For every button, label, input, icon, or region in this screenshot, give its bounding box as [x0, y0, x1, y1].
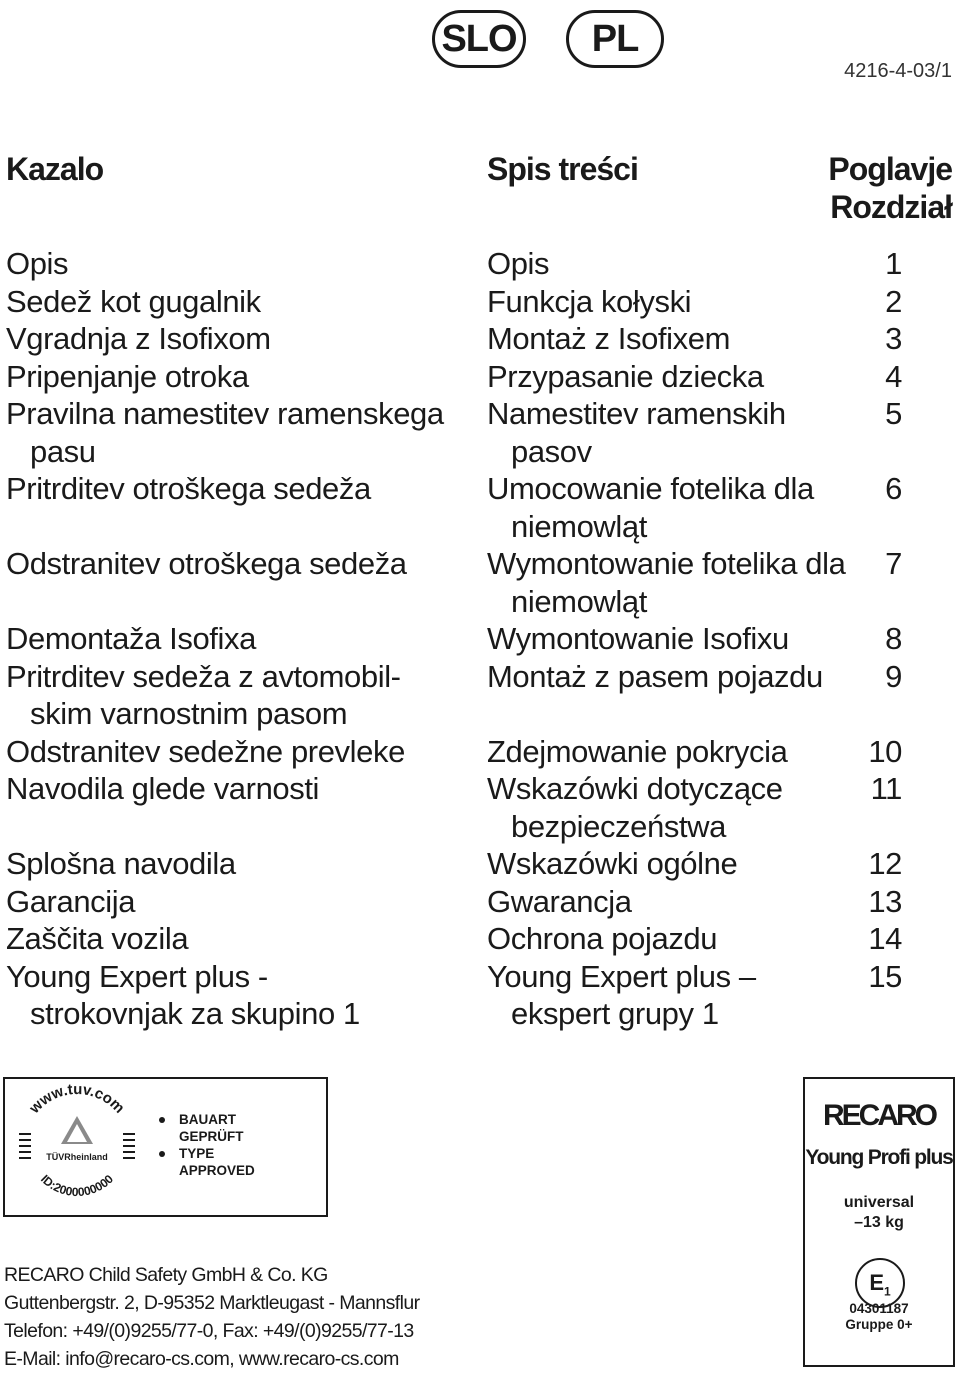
chapter-number: 14 [868, 921, 902, 956]
toc-line: skim varnostnim pasom [30, 696, 348, 731]
toc-line: Pritrditev sedeža z avtomobil- [6, 658, 401, 694]
toc-heading-pl: Spis treści [487, 151, 638, 187]
chapter-number: 12 [868, 846, 902, 881]
toc-line: Zdejmowanie pokrycia [487, 733, 788, 769]
toc-entry-sl [6, 958, 466, 1033]
toc-row [0, 470, 960, 545]
toc-line: Vgradnja z Isofixom [6, 321, 271, 356]
toc-entry-sl [6, 620, 466, 658]
toc-row [0, 320, 960, 358]
toc-row [0, 658, 960, 733]
document-code: 4216-4-03/1 [844, 60, 952, 82]
toc-line: Pritrditev otroškega sedeža [6, 471, 371, 506]
toc-entry-pl [487, 920, 847, 958]
tuv-brand-text: TÜVRheinland [46, 1152, 108, 1162]
chapter-number: 4 [885, 358, 902, 394]
toc-entry-sl [6, 770, 466, 808]
toc-entry-pl [487, 245, 847, 283]
label-line: BAUART [153, 1111, 255, 1128]
toc-entry-pl [487, 770, 847, 845]
toc-entry-sl [6, 883, 466, 921]
toc-line: pasov [511, 433, 592, 469]
toc-line: Pripenjanje otroka [6, 358, 249, 394]
toc-row [0, 920, 960, 958]
toc-row [0, 770, 960, 845]
toc-line: Wskazówki dotyczące [487, 771, 783, 806]
language-badge-pl [566, 10, 664, 68]
toc-entry-sl [6, 845, 466, 883]
toc-line: niemowląt [511, 583, 647, 619]
toc-entry-sl [6, 545, 466, 583]
chapter-number: 8 [885, 621, 902, 656]
toc-row [0, 245, 960, 283]
chapter-number: 2 [885, 283, 902, 319]
toc-line: Funkcja kołyski [487, 283, 692, 319]
toc-line: Montaż z pasem pojazdu [487, 658, 823, 694]
language-badge-label: SLO [441, 17, 517, 60]
chapter-heading-sl: Poglavje [828, 151, 952, 187]
toc-line: Wymontowanie Isofixu [487, 621, 789, 656]
group-text: Gruppe 0+ [845, 1317, 913, 1332]
toc-row [0, 283, 960, 321]
toc-entry-pl [487, 545, 847, 620]
approval-info [805, 1301, 953, 1333]
toc-line: Umocowanie fotelika dla [487, 471, 814, 506]
toc-line: pasu [30, 433, 96, 469]
toc-entry-pl [487, 883, 847, 921]
tuv-certification-mark [3, 1077, 328, 1217]
toc-line: Gwarancja [487, 883, 632, 919]
toc-line: Young Expert plus - [6, 958, 268, 994]
toc-row [0, 845, 960, 883]
chapter-number: 5 [885, 396, 902, 431]
toc-line: bezpieczeństwa [511, 808, 726, 844]
chapter-number: 1 [885, 246, 902, 281]
toc-entry-sl [6, 358, 466, 396]
toc-line: Garancija [6, 883, 136, 919]
toc-line: Pravilna namestitev ramenskega [6, 396, 444, 431]
chapter-number: 13 [868, 883, 902, 919]
weight-text: –13 kg [854, 1214, 904, 1231]
toc-entry-pl [487, 470, 847, 545]
toc-entry-pl [487, 620, 847, 658]
company-name: RECARO Child Safety GmbH & Co. KG [4, 1264, 328, 1286]
toc-row [0, 620, 960, 658]
table-of-contents [0, 245, 960, 1033]
toc-entry-sl [6, 245, 466, 283]
company-email: E-Mail: info@recaro-cs.com, www.recaro-cs.com [4, 1348, 399, 1370]
toc-entry-sl [6, 283, 466, 321]
toc-line: strokovnjak za skupino 1 [30, 996, 360, 1031]
toc-entry-pl [487, 358, 847, 396]
tuv-seal-icon [7, 1080, 147, 1216]
chapter-number: 9 [885, 658, 902, 694]
toc-entry-sl [6, 733, 466, 771]
toc-entry-pl [487, 845, 847, 883]
toc-entry-sl [6, 470, 466, 508]
category-info [805, 1193, 953, 1233]
e-mark-number: 1 [884, 1284, 891, 1299]
toc-line: ekspert grupy 1 [511, 996, 719, 1031]
toc-line: Wskazówki ogólne [487, 846, 738, 881]
model-name: Young Profi plus [805, 1146, 953, 1169]
approval-number: 04301187 [849, 1301, 909, 1316]
toc-line: Young Expert plus – [487, 958, 756, 994]
toc-line: Sedež kot gugalnik [6, 283, 261, 319]
chapter-number: 3 [885, 321, 902, 356]
toc-entry-pl [487, 320, 847, 358]
toc-line: Ochrona pojazdu [487, 921, 718, 956]
toc-entry-sl [6, 320, 466, 358]
approval-label [803, 1077, 955, 1367]
company-phone: Telefon: +49/(0)9255/77-0, Fax: +49/(0)9255/77-13 [4, 1320, 414, 1342]
toc-line: Namestitev ramenskih [487, 396, 786, 431]
toc-line: Opis [6, 246, 69, 281]
toc-entry-pl [487, 958, 847, 1033]
toc-row [0, 733, 960, 771]
chapter-number: 6 [885, 471, 902, 506]
toc-entry-sl [6, 395, 466, 470]
toc-line: Odstranitev sedežne prevleke [6, 733, 405, 769]
toc-line: Przypasanie dziecka [487, 358, 764, 394]
e-mark-letter: E [869, 1270, 884, 1295]
toc-line: niemowląt [511, 508, 647, 544]
toc-row [0, 883, 960, 921]
chapter-number: 11 [870, 771, 902, 806]
label-line: GEPRÜFT [179, 1129, 244, 1144]
toc-row [0, 958, 960, 1033]
tuv-approval-labels [153, 1111, 255, 1179]
toc-entry-pl [487, 395, 847, 470]
toc-line: Splošna navodila [6, 846, 236, 881]
toc-line: Demontaža Isofixa [6, 621, 256, 656]
toc-entry-sl [6, 658, 466, 733]
toc-row [0, 545, 960, 620]
label-line: TYPE [153, 1145, 255, 1162]
chapter-number: 15 [868, 958, 902, 994]
chapter-number: 7 [885, 546, 902, 581]
language-badge-slo [432, 10, 526, 68]
category-text: universal [843, 1194, 915, 1211]
company-address: Guttenbergstr. 2, D-95352 Marktleugast - Mannsflur [4, 1292, 420, 1314]
svg-text:ID:2000000000: ID:2000000000 [37, 1171, 117, 1200]
toc-heading-sl: Kazalo [6, 151, 104, 187]
brand-logo: RECARO [822, 1099, 935, 1132]
toc-line: Opis [487, 246, 550, 281]
chapter-heading-pl: Rozdział [830, 189, 952, 225]
toc-entry-sl [6, 920, 466, 958]
toc-line: Wymontowanie fotelika dla [487, 546, 846, 581]
toc-line: Montaż z Isofixem [487, 321, 731, 356]
label-line: APPROVED [179, 1163, 255, 1178]
toc-entry-pl [487, 733, 847, 771]
toc-line: Zaščita vozila [6, 921, 189, 956]
toc-line: Navodila glede varnosti [6, 771, 320, 806]
chapter-number: 10 [868, 733, 902, 769]
toc-entry-pl [487, 658, 847, 696]
language-badge-label: PL [591, 17, 639, 60]
toc-row [0, 358, 960, 396]
toc-row [0, 395, 960, 470]
company-info [4, 1261, 419, 1373]
svg-text:www.tuv.com: www.tuv.com [26, 1080, 128, 1117]
toc-entry-pl [487, 283, 847, 321]
toc-line: Odstranitev otroškega sedeža [6, 546, 407, 581]
